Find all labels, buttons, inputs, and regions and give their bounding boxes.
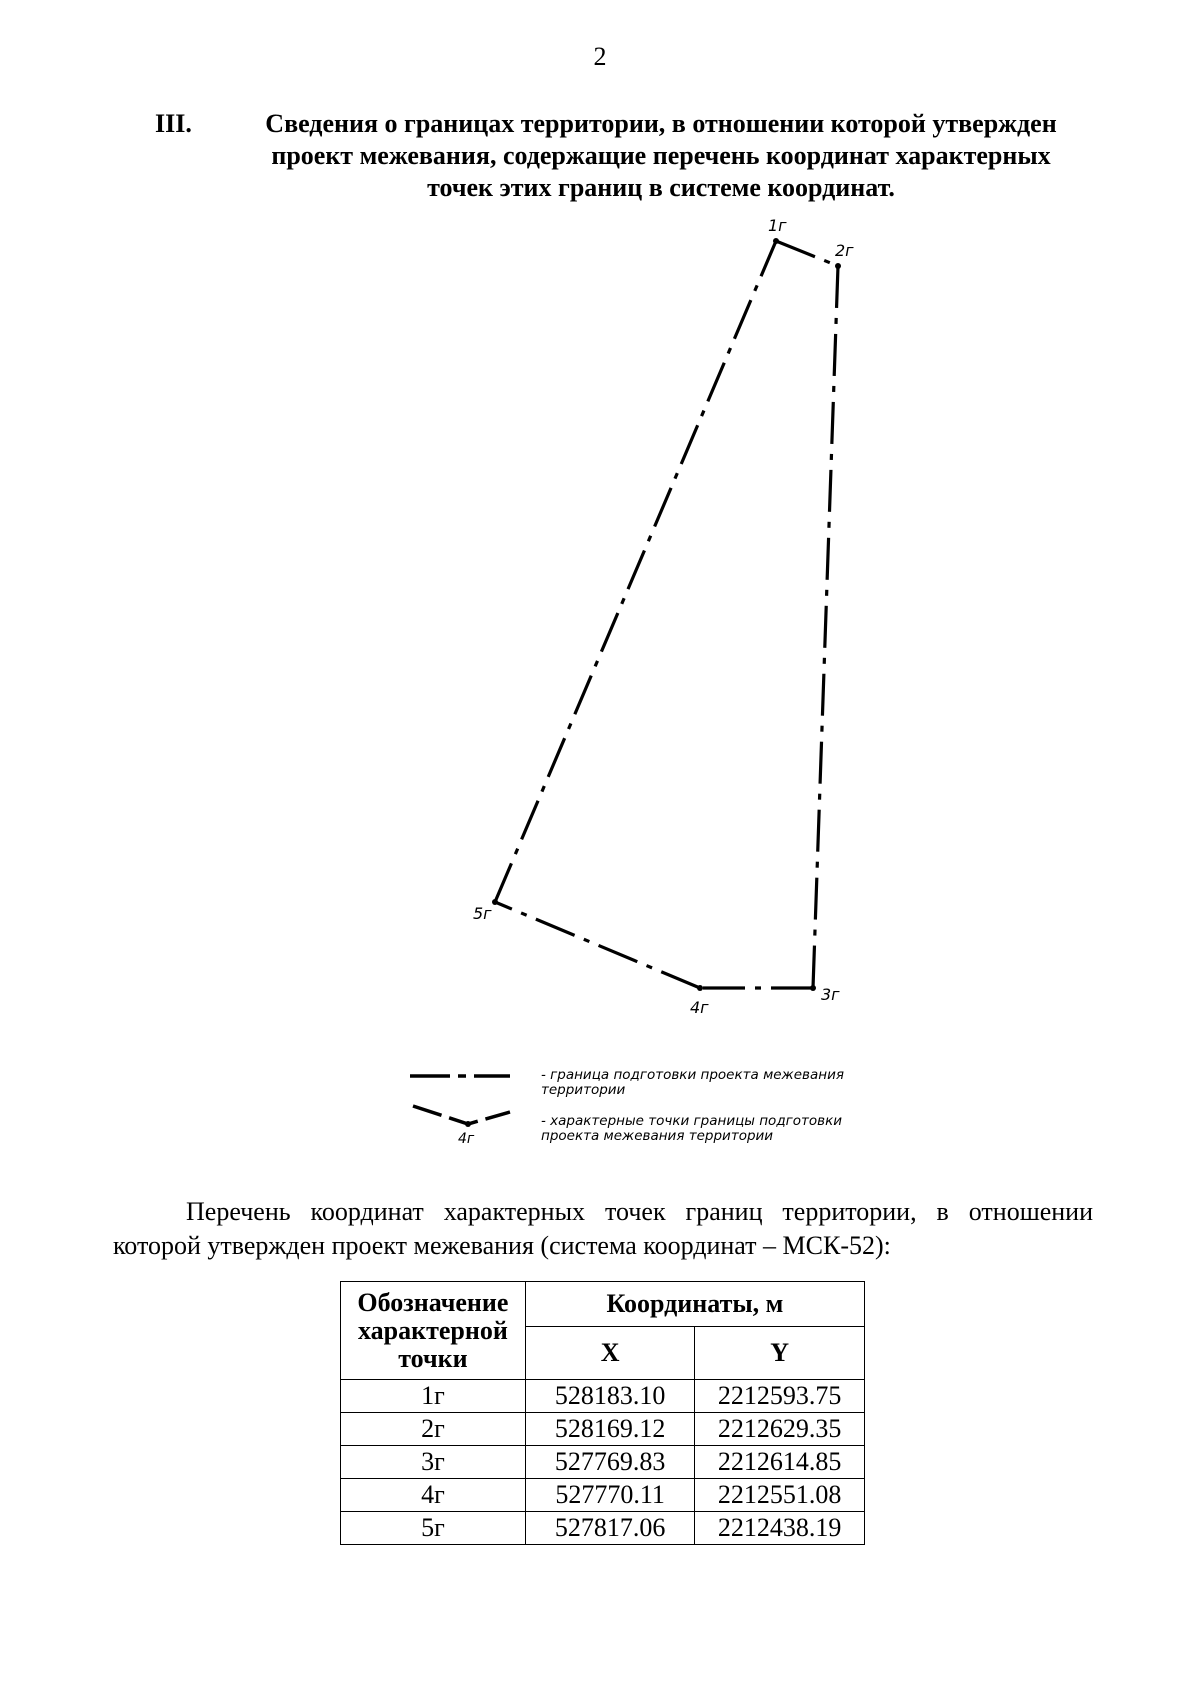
point-label-1: 1г (768, 216, 787, 235)
cell-point: 5г (341, 1512, 526, 1545)
boundary-segment-1-2 (776, 241, 838, 266)
coordinates-table (340, 1281, 865, 1545)
table-row (341, 1413, 865, 1446)
table-row (341, 1479, 865, 1512)
legend-boundary-text: территории (541, 1082, 626, 1098)
boundary-segment-4-5 (495, 902, 700, 988)
cell-point: 4г (341, 1479, 526, 1512)
cell-y: 2212614.85 (695, 1446, 865, 1479)
cell-point: 1г (341, 1380, 526, 1413)
section-title-line: точек этих границ в системе координат. (427, 173, 895, 202)
legend-points-text: проекта межевания территории (541, 1128, 774, 1144)
cell-point: 3г (341, 1446, 526, 1479)
page-number: 2 (593, 42, 607, 71)
cell-y: 2212629.35 (695, 1413, 865, 1446)
point-label-4: 4г (690, 998, 709, 1017)
table-row (341, 1380, 865, 1413)
boundary-point-1 (773, 238, 779, 244)
cell-point: 2г (341, 1413, 526, 1446)
section-title-line: Сведения о границах территории, в отношении которой утвержден (265, 109, 1057, 138)
legend-points-text: - характерные точки границы подготовки (541, 1113, 843, 1129)
legend-point-symbol (413, 1106, 510, 1124)
legend (410, 1067, 844, 1147)
cell-y: 2212438.19 (695, 1512, 865, 1545)
cell-x: 527817.06 (525, 1512, 695, 1545)
legend-point-label: 4г (458, 1131, 475, 1147)
table-row (341, 1512, 865, 1545)
header-y: Y (695, 1327, 865, 1380)
cell-x: 527770.11 (525, 1479, 695, 1512)
table-row (341, 1446, 865, 1479)
boundary-point-3 (810, 985, 816, 991)
boundary-points (492, 238, 841, 991)
boundary-polygon (495, 241, 838, 988)
header-coords: Координаты, м (525, 1282, 864, 1327)
cell-x: 528183.10 (525, 1380, 695, 1413)
boundary-segment-5-1 (495, 241, 776, 902)
section-title-line: проект межевания, содержащие перечень координат характерных (271, 141, 1051, 170)
point-label-2: 2г (835, 241, 854, 260)
legend-boundary-text: - граница подготовки проекта межевания (541, 1067, 844, 1083)
legend-point-dot (465, 1121, 471, 1127)
header-x: X (525, 1327, 695, 1380)
coordinates-intro: Перечень координат характерных точек границ территории, в отношении которой утвержден проект межевания (система координат – МСК-52): (113, 1197, 1093, 1260)
boundary-point-5 (492, 899, 498, 905)
section-number: III. (155, 109, 192, 138)
boundary-segment-2-3 (813, 266, 838, 988)
header-point: Обозначение характерной точки (341, 1282, 526, 1380)
cell-y: 2212593.75 (695, 1380, 865, 1413)
boundary-point-4 (697, 985, 703, 991)
point-label-5: 5г (473, 904, 492, 923)
cell-x: 527769.83 (525, 1446, 695, 1479)
cell-y: 2212551.08 (695, 1479, 865, 1512)
boundary-point-2 (835, 263, 841, 269)
cell-x: 528169.12 (525, 1413, 695, 1446)
point-label-3: 3г (821, 985, 840, 1004)
